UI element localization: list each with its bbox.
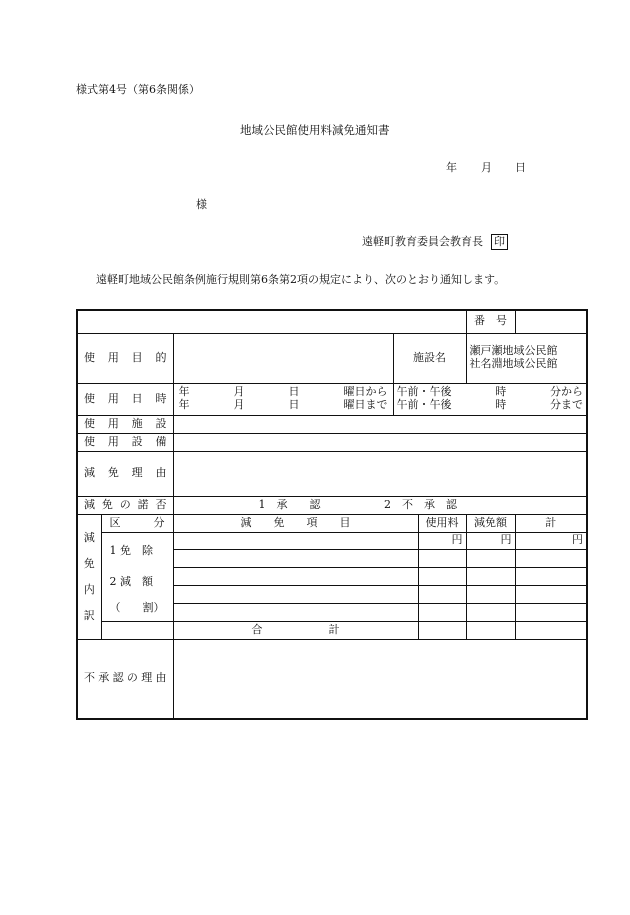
item-field[interactable] — [173, 567, 418, 585]
fee-field[interactable] — [418, 603, 466, 621]
fee-yen: 円 — [418, 532, 466, 549]
total-field[interactable] — [515, 585, 587, 603]
item-field[interactable] — [173, 603, 418, 621]
facility-options — [466, 333, 587, 383]
facility-name-label: 施設名 — [393, 333, 466, 383]
item-field[interactable] — [173, 585, 418, 603]
intro-text: 遠軽町地域公民館条例施行規則第6条第2項の規定により、次のとおり通知します。 — [96, 273, 506, 286]
facility-option-shanafuchi[interactable]: 社名淵地域公民館 — [469, 357, 558, 370]
day-label: 日 — [288, 398, 300, 411]
form-number: 様式第4号（第6条関係） — [76, 83, 200, 96]
weekday-from-label: 曜日から — [343, 385, 388, 399]
year-label: 年 — [178, 385, 190, 399]
issuer — [362, 234, 508, 250]
reduction-field[interactable] — [466, 603, 515, 621]
purpose-field[interactable] — [173, 333, 393, 383]
facility-use-field[interactable] — [173, 415, 587, 433]
breakdown-char: 訳 — [83, 609, 95, 623]
date-day-label: 日 — [515, 161, 526, 174]
number-field[interactable] — [515, 310, 587, 333]
issuer-name: 遠軽町教育委員会教育長 — [362, 235, 483, 248]
number-label: 番 号 — [466, 310, 515, 333]
reduction-field[interactable] — [466, 585, 515, 603]
item-field[interactable] — [173, 549, 418, 567]
col-item-header: 減 免 項 目 — [173, 514, 418, 532]
col-reduction-header: 減免額 — [466, 514, 515, 532]
time-to-row — [397, 399, 584, 412]
time-range-cell[interactable] — [393, 383, 587, 415]
col-total-header: 計 — [515, 514, 587, 532]
rejection-reason-label: 不承認の理由 — [77, 639, 173, 719]
year-label: 年 — [178, 398, 190, 411]
category-exempt[interactable]: 1 免 除 — [109, 544, 153, 558]
fee-field[interactable] — [418, 549, 466, 567]
category-blank — [101, 621, 173, 639]
fee-field[interactable] — [418, 585, 466, 603]
reason-field[interactable] — [173, 451, 587, 496]
total-field[interactable] — [515, 603, 587, 621]
breakdown-char: 免 — [83, 556, 95, 570]
rejection-reason-field[interactable] — [173, 639, 587, 719]
col-category-header: 区 分 — [101, 514, 173, 532]
month-label: 月 — [233, 385, 245, 399]
purpose-label: 使用目的 — [77, 333, 173, 383]
breakdown-label — [77, 514, 101, 639]
total-yen: 円 — [515, 532, 587, 549]
hour-label: 時 — [495, 398, 507, 411]
reduction-yen: 円 — [466, 532, 515, 549]
item-field[interactable] — [173, 532, 418, 549]
sum-total-field[interactable] — [515, 621, 587, 639]
total-field[interactable] — [515, 567, 587, 585]
minute-from-label: 分から — [550, 385, 583, 399]
decision-options — [173, 496, 587, 514]
sum-label: 合 計 — [173, 621, 418, 639]
date-year-label: 年 — [446, 161, 457, 174]
category-percent[interactable]: （ 割） — [109, 600, 165, 614]
blank-header-cell — [77, 310, 466, 333]
day-label: 日 — [288, 385, 300, 399]
reduction-form-table — [76, 309, 588, 720]
decision-reject[interactable]: 2 不 承 認 — [384, 497, 457, 511]
ampm-label: 午前・午後 — [396, 385, 452, 399]
seal-stamp: 印 — [491, 234, 508, 250]
col-fee-header: 使用料 — [418, 514, 466, 532]
document-title: 地域公民館使用料減免通知書 — [240, 123, 390, 137]
sum-reduction-field[interactable] — [466, 621, 515, 639]
hour-label: 時 — [495, 385, 507, 399]
decision-label: 減免の諾否 — [77, 496, 173, 514]
addressee-suffix: 様 — [196, 198, 207, 211]
breakdown-char: 内 — [83, 583, 95, 597]
category-cell — [101, 532, 173, 621]
reduction-field[interactable] — [466, 549, 515, 567]
date-range-cell[interactable] — [173, 383, 393, 415]
reduction-field[interactable] — [466, 567, 515, 585]
date-to-row — [177, 399, 390, 412]
ampm-label: 午前・午後 — [396, 398, 452, 411]
facility-use-label: 使用施設 — [77, 415, 173, 433]
reason-label: 減免理由 — [77, 451, 173, 496]
decision-approve[interactable]: 1 承 認 — [258, 497, 321, 511]
datetime-label: 使用日時 — [77, 383, 173, 415]
facility-option-setose[interactable]: 瀬戸瀬地域公民館 — [469, 344, 558, 358]
category-reduce[interactable]: 2 減 額 — [109, 575, 153, 589]
month-label: 月 — [233, 398, 245, 411]
fee-field[interactable] — [418, 567, 466, 585]
minute-to-label: 分まで — [550, 398, 583, 411]
date-month-label: 月 — [481, 161, 492, 174]
weekday-to-label: 曜日まで — [343, 398, 388, 411]
breakdown-char: 減 — [83, 530, 95, 544]
total-field[interactable] — [515, 549, 587, 567]
equipment-field[interactable] — [173, 433, 587, 451]
equipment-label: 使用設備 — [77, 433, 173, 451]
sum-fee-field[interactable] — [418, 621, 466, 639]
